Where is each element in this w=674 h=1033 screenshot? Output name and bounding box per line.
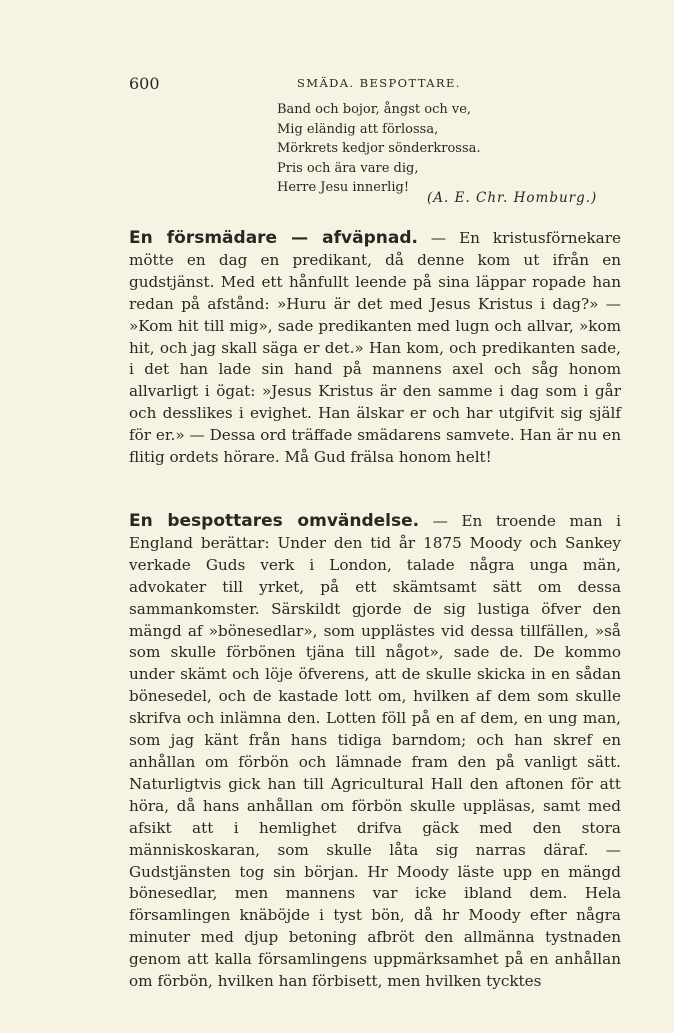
running-title: SMÄDA. BESPOTTARE. xyxy=(297,76,461,90)
poem-line: Mig eländig att förlossa, xyxy=(277,121,439,137)
section-forsmadare xyxy=(129,228,621,469)
section-bespottare xyxy=(129,511,621,993)
poem-line: Mörkrets kedjor sönderkrossa. xyxy=(277,141,481,156)
page-header xyxy=(129,74,621,94)
section-text: — En troende man i England berättar: Under den tid år 1875 Moody och Sankey verkade Guds verk i London, talade några unga män, advokater till yrket, på ett skämtsamt sätt om dessa sammankomster. Särskildt gjorde de sig lustiga öfver den mängd af »bönesedlar», som upplästes vid dessa tillfällen, »så som skulle förbönen tjäna till något», sade de. De kommo under skämt och löje öfverens, att de skulle skicka in en sådan bönesedel, och de kastade lott om, hvilken af dem som skulle skrifva och inlämna den. Lotten föll på en af dem, en ung man, som jag känt från hans tidiga barndom; och han skref en anhållan om förbön och lämnade fram den på vanligt sätt. Naturligtvis gick han till Agricultural Hall den aftonen för att höra, då hans anhållan om förbön skulle uppläsas, samt med afsikt att i hemlighet drifva gäck med den stora människoskaran, som skulle låta sig narras däraf. — Gudstjänsten tog sin början. Hr Moody läste upp en mängd bönesedlar, men mannens var icke ibland dem. Hela församlingen knäböjde i tyst bön, då hr Moody efter några minuter med djup betoning afbröt den allmänna tystnaden genom att kalla församlingens uppmärksamhet på en anhållan om förbön, hvilken han förbisett, men hvilken tycktes xyxy=(129,512,622,991)
section-heading: En försmädare — afväpnad. xyxy=(129,228,418,248)
poem-stanza xyxy=(277,100,607,198)
section-heading: En bespottares omvändelse. xyxy=(129,511,420,531)
poem-attribution: (A. E. Chr. Homburg.) xyxy=(427,190,598,206)
section-text: — En kristusförnekare mötte en dag en predikant, då denne kom ut ifrån en gudstjänst. Med ett hånfullt leende på sina läppar ropade han redan på afstånd: »Huru är det med Jesus Kristus i dag?» — »Kom hit till mig», sade predikanten med lugn och allvar, »kom hit, och jag skall säga er det.» Han kom, och predikanten sade, i det han lade sin hand på mannens axel och såg honom allvarligt i ögat: »Jesus Kristus är den samme i dag som i går och desslikes i evighet. Han älskar er och har utgifvit sig själf för er.» — Dessa ord träffade smädarens samvete. Han är nu en flitig ordets hörare. Må Gud frälsa honom helt! xyxy=(129,229,621,467)
poem-line: Herre Jesu innerlig! xyxy=(277,180,410,195)
poem-line: Pris och ära vare dig, xyxy=(277,160,419,176)
poem-line: Band och bojor, ångst och ve, xyxy=(277,102,472,117)
page-number: 600 xyxy=(129,74,160,93)
